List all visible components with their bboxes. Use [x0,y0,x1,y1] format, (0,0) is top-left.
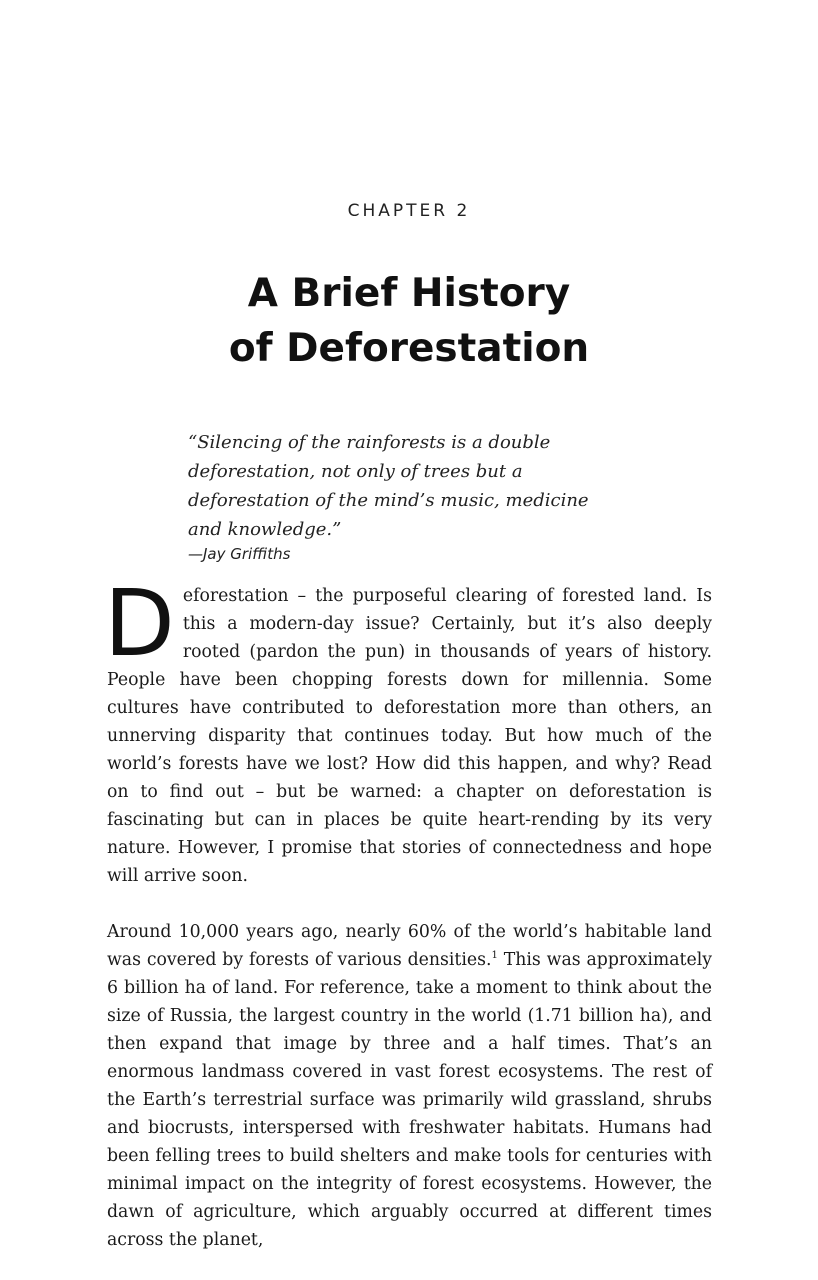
chapter-label: CHAPTER 2 [347,201,471,221]
epigraph [188,428,628,566]
chapter-title [0,266,818,376]
chapter-title-line-1: A Brief History [247,271,571,316]
chapter-title-line-2: of Deforestation [228,326,590,371]
paragraph-2-text-start: Around 10,000 years ago, nearly 60% of the world’s habitable land was covered by forests of various densities. [107,922,712,970]
footnote-marker[interactable]: 1 [491,950,498,961]
paragraph-2-text-rest: This was approximately 6 billion ha of land. For reference, take a moment to think about the size of Russia, the largest country in the world (1.71 billion ha), and then expand that image by three and a half times. That’s an enormous landmass covered in vast forest ecosystems. The rest of the Earth’s terrestrial surface was primarily wild grassland, shrubs and biocrusts, interspersed with freshwater habitats. Humans had been felling trees to build shelters and make tools for centuries with minimal impact on the integrity of forest ecosystems. However, the dawn of agriculture, which arguably occurred at different times across the planet, [107,950,712,1250]
epigraph-author: —Jay Griffiths [188,545,291,563]
paragraph-1 [104,570,712,890]
drop-cap: D [104,570,175,677]
paragraph-1-text: eforestation – the purposeful clearing of forested land. Is this a modern-day issue? Certainly, but it’s also deeply rooted (pardon the pun) in thousands of years of history. People have been chopping forests down for millennia. Some cultures have contributed to deforestation more than others, an unnerving disparity that continues today. But how much of the world’s forests have we lost? How did this happen, and why? Read on to find out – but be warned: a chapter on deforestation is fascinating but can in places be quite heart-rending by its very nature. However, I promise that stories of connectedness and hope will arrive soon. [107,586,712,886]
body-text [104,570,712,1254]
epigraph-quote: “Silencing of the rainforests is a double deforestation, not only of trees but a deforestation of the mind’s music, medicine and knowledge.” [188,432,589,540]
paragraph-2 [107,918,712,1254]
